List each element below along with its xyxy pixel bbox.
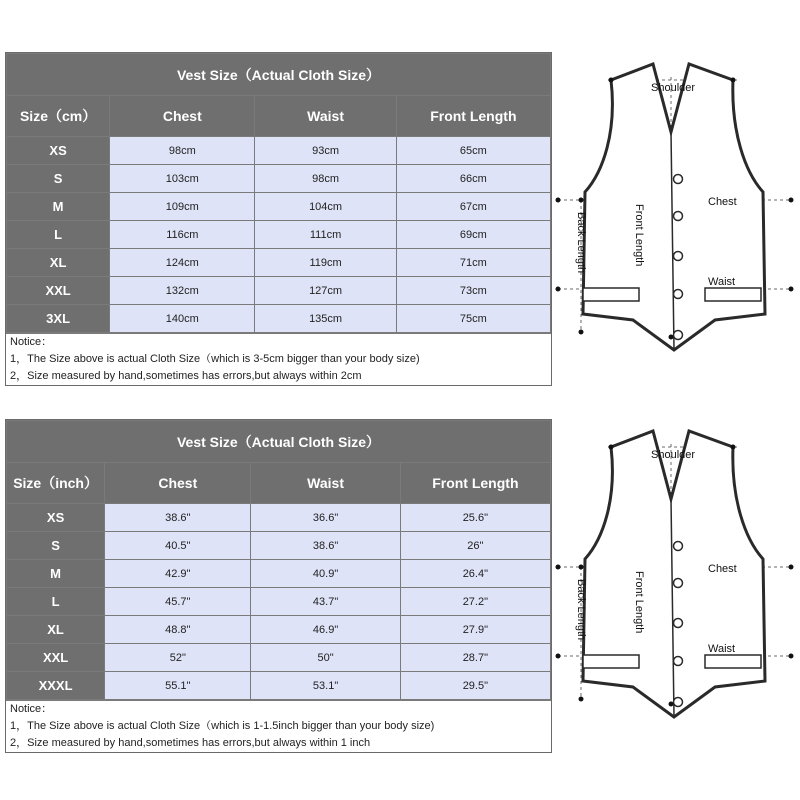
waist-value: 53.1": [251, 672, 400, 700]
size-chart-inch: [5, 419, 552, 753]
vest-illustration: [553, 419, 795, 744]
notice-heading: Notice：: [6, 701, 551, 719]
waist-value: 43.7": [251, 588, 400, 616]
size-label: XS: [7, 504, 105, 532]
chest-value: 42.9": [105, 560, 251, 588]
front-length-value: 65cm: [396, 137, 550, 165]
column-header-waist: Waist: [255, 96, 396, 137]
waist-value: 46.9": [251, 616, 400, 644]
waist-label: Waist: [708, 276, 736, 288]
notice-block: [6, 700, 551, 752]
waist-label: Waist: [708, 643, 736, 655]
chest-value: 124cm: [110, 249, 255, 277]
waist-value: 127cm: [255, 277, 396, 305]
table-title: Vest Size（Actual Cloth Size）: [7, 54, 551, 96]
back-length-label: Back Length: [575, 212, 587, 274]
size-table-cm: [6, 53, 551, 333]
chest-value: 103cm: [110, 165, 255, 193]
waist-value: 119cm: [255, 249, 396, 277]
size-label: M: [7, 193, 110, 221]
table-row: [7, 221, 551, 249]
chest-value: 116cm: [110, 221, 255, 249]
chest-value: 109cm: [110, 193, 255, 221]
chest-value: 48.8": [105, 616, 251, 644]
front-length-value: 27.2": [400, 588, 550, 616]
column-header-size: Size（inch）: [7, 463, 105, 504]
front-length-value: 29.5": [400, 672, 550, 700]
table-row: [7, 532, 551, 560]
size-chart-cm: [5, 52, 552, 386]
waist-value: 104cm: [255, 193, 396, 221]
front-length-value: 73cm: [396, 277, 550, 305]
chest-value: 52": [105, 644, 251, 672]
chest-value: 38.6": [105, 504, 251, 532]
notice-block: [6, 333, 551, 385]
back-length-label: Back Length: [575, 579, 587, 641]
vest-diagram-inch: [553, 419, 795, 744]
vest-diagram-cm: [553, 52, 795, 377]
table-row: [7, 644, 551, 672]
column-header-chest: Chest: [105, 463, 251, 504]
waist-value: 38.6": [251, 532, 400, 560]
front-length-value: 28.7": [400, 644, 550, 672]
chest-value: 98cm: [110, 137, 255, 165]
table-row: [7, 165, 551, 193]
waist-value: 36.6": [251, 504, 400, 532]
size-label: L: [7, 588, 105, 616]
column-header-chest: Chest: [110, 96, 255, 137]
size-label: 3XL: [7, 305, 110, 333]
front-length-value: 66cm: [396, 165, 550, 193]
size-label: S: [7, 532, 105, 560]
column-header-front-length: Front Length: [400, 463, 550, 504]
size-label: XXL: [7, 644, 105, 672]
front-length-label: Front Length: [633, 571, 645, 634]
notice-line: 1，The Size above is actual Cloth Size（which is 1-1.5inch bigger than your body size): [6, 718, 551, 735]
chest-value: 40.5": [105, 532, 251, 560]
table-title: Vest Size（Actual Cloth Size）: [7, 421, 551, 463]
chest-value: 45.7": [105, 588, 251, 616]
waist-value: 98cm: [255, 165, 396, 193]
size-label: XXXL: [7, 672, 105, 700]
chest-label: Chest: [708, 563, 737, 575]
front-length-value: 69cm: [396, 221, 550, 249]
chest-value: 140cm: [110, 305, 255, 333]
size-label: XS: [7, 137, 110, 165]
table-row: [7, 137, 551, 165]
waist-value: 111cm: [255, 221, 396, 249]
front-length-value: 67cm: [396, 193, 550, 221]
size-label: XL: [7, 249, 110, 277]
size-label: M: [7, 560, 105, 588]
waist-value: 93cm: [255, 137, 396, 165]
table-row: [7, 588, 551, 616]
shoulder-label: Shoulder: [651, 82, 696, 94]
table-row: [7, 249, 551, 277]
waist-value: 40.9": [251, 560, 400, 588]
table-row: [7, 560, 551, 588]
column-header-front-length: Front Length: [396, 96, 550, 137]
column-header-waist: Waist: [251, 463, 400, 504]
table-row: [7, 504, 551, 532]
notice-line: 2，Size measured by hand,sometimes has errors,but always within 2cm: [6, 368, 551, 385]
notice-heading: Notice：: [6, 334, 551, 352]
waist-value: 135cm: [255, 305, 396, 333]
waist-value: 50": [251, 644, 400, 672]
notice-line: 2，Size measured by hand,sometimes has errors,but always within 1 inch: [6, 735, 551, 752]
front-length-value: 27.9": [400, 616, 550, 644]
column-header-size: Size（cm）: [7, 96, 110, 137]
size-label: S: [7, 165, 110, 193]
table-row: [7, 277, 551, 305]
shoulder-label: Shoulder: [651, 449, 696, 461]
size-label: XL: [7, 616, 105, 644]
notice-line: 1，The Size above is actual Cloth Size（which is 3-5cm bigger than your body size): [6, 351, 551, 368]
chest-value: 55.1": [105, 672, 251, 700]
table-row: [7, 305, 551, 333]
table-row: [7, 616, 551, 644]
size-label: L: [7, 221, 110, 249]
front-length-value: 75cm: [396, 305, 550, 333]
front-length-value: 25.6": [400, 504, 550, 532]
front-length-label: Front Length: [633, 204, 645, 267]
table-row: [7, 672, 551, 700]
size-table-inch: [6, 420, 551, 700]
table-row: [7, 193, 551, 221]
front-length-value: 26": [400, 532, 550, 560]
chest-label: Chest: [708, 196, 737, 208]
size-label: XXL: [7, 277, 110, 305]
chest-value: 132cm: [110, 277, 255, 305]
vest-illustration: [553, 52, 795, 377]
front-length-value: 71cm: [396, 249, 550, 277]
front-length-value: 26.4": [400, 560, 550, 588]
